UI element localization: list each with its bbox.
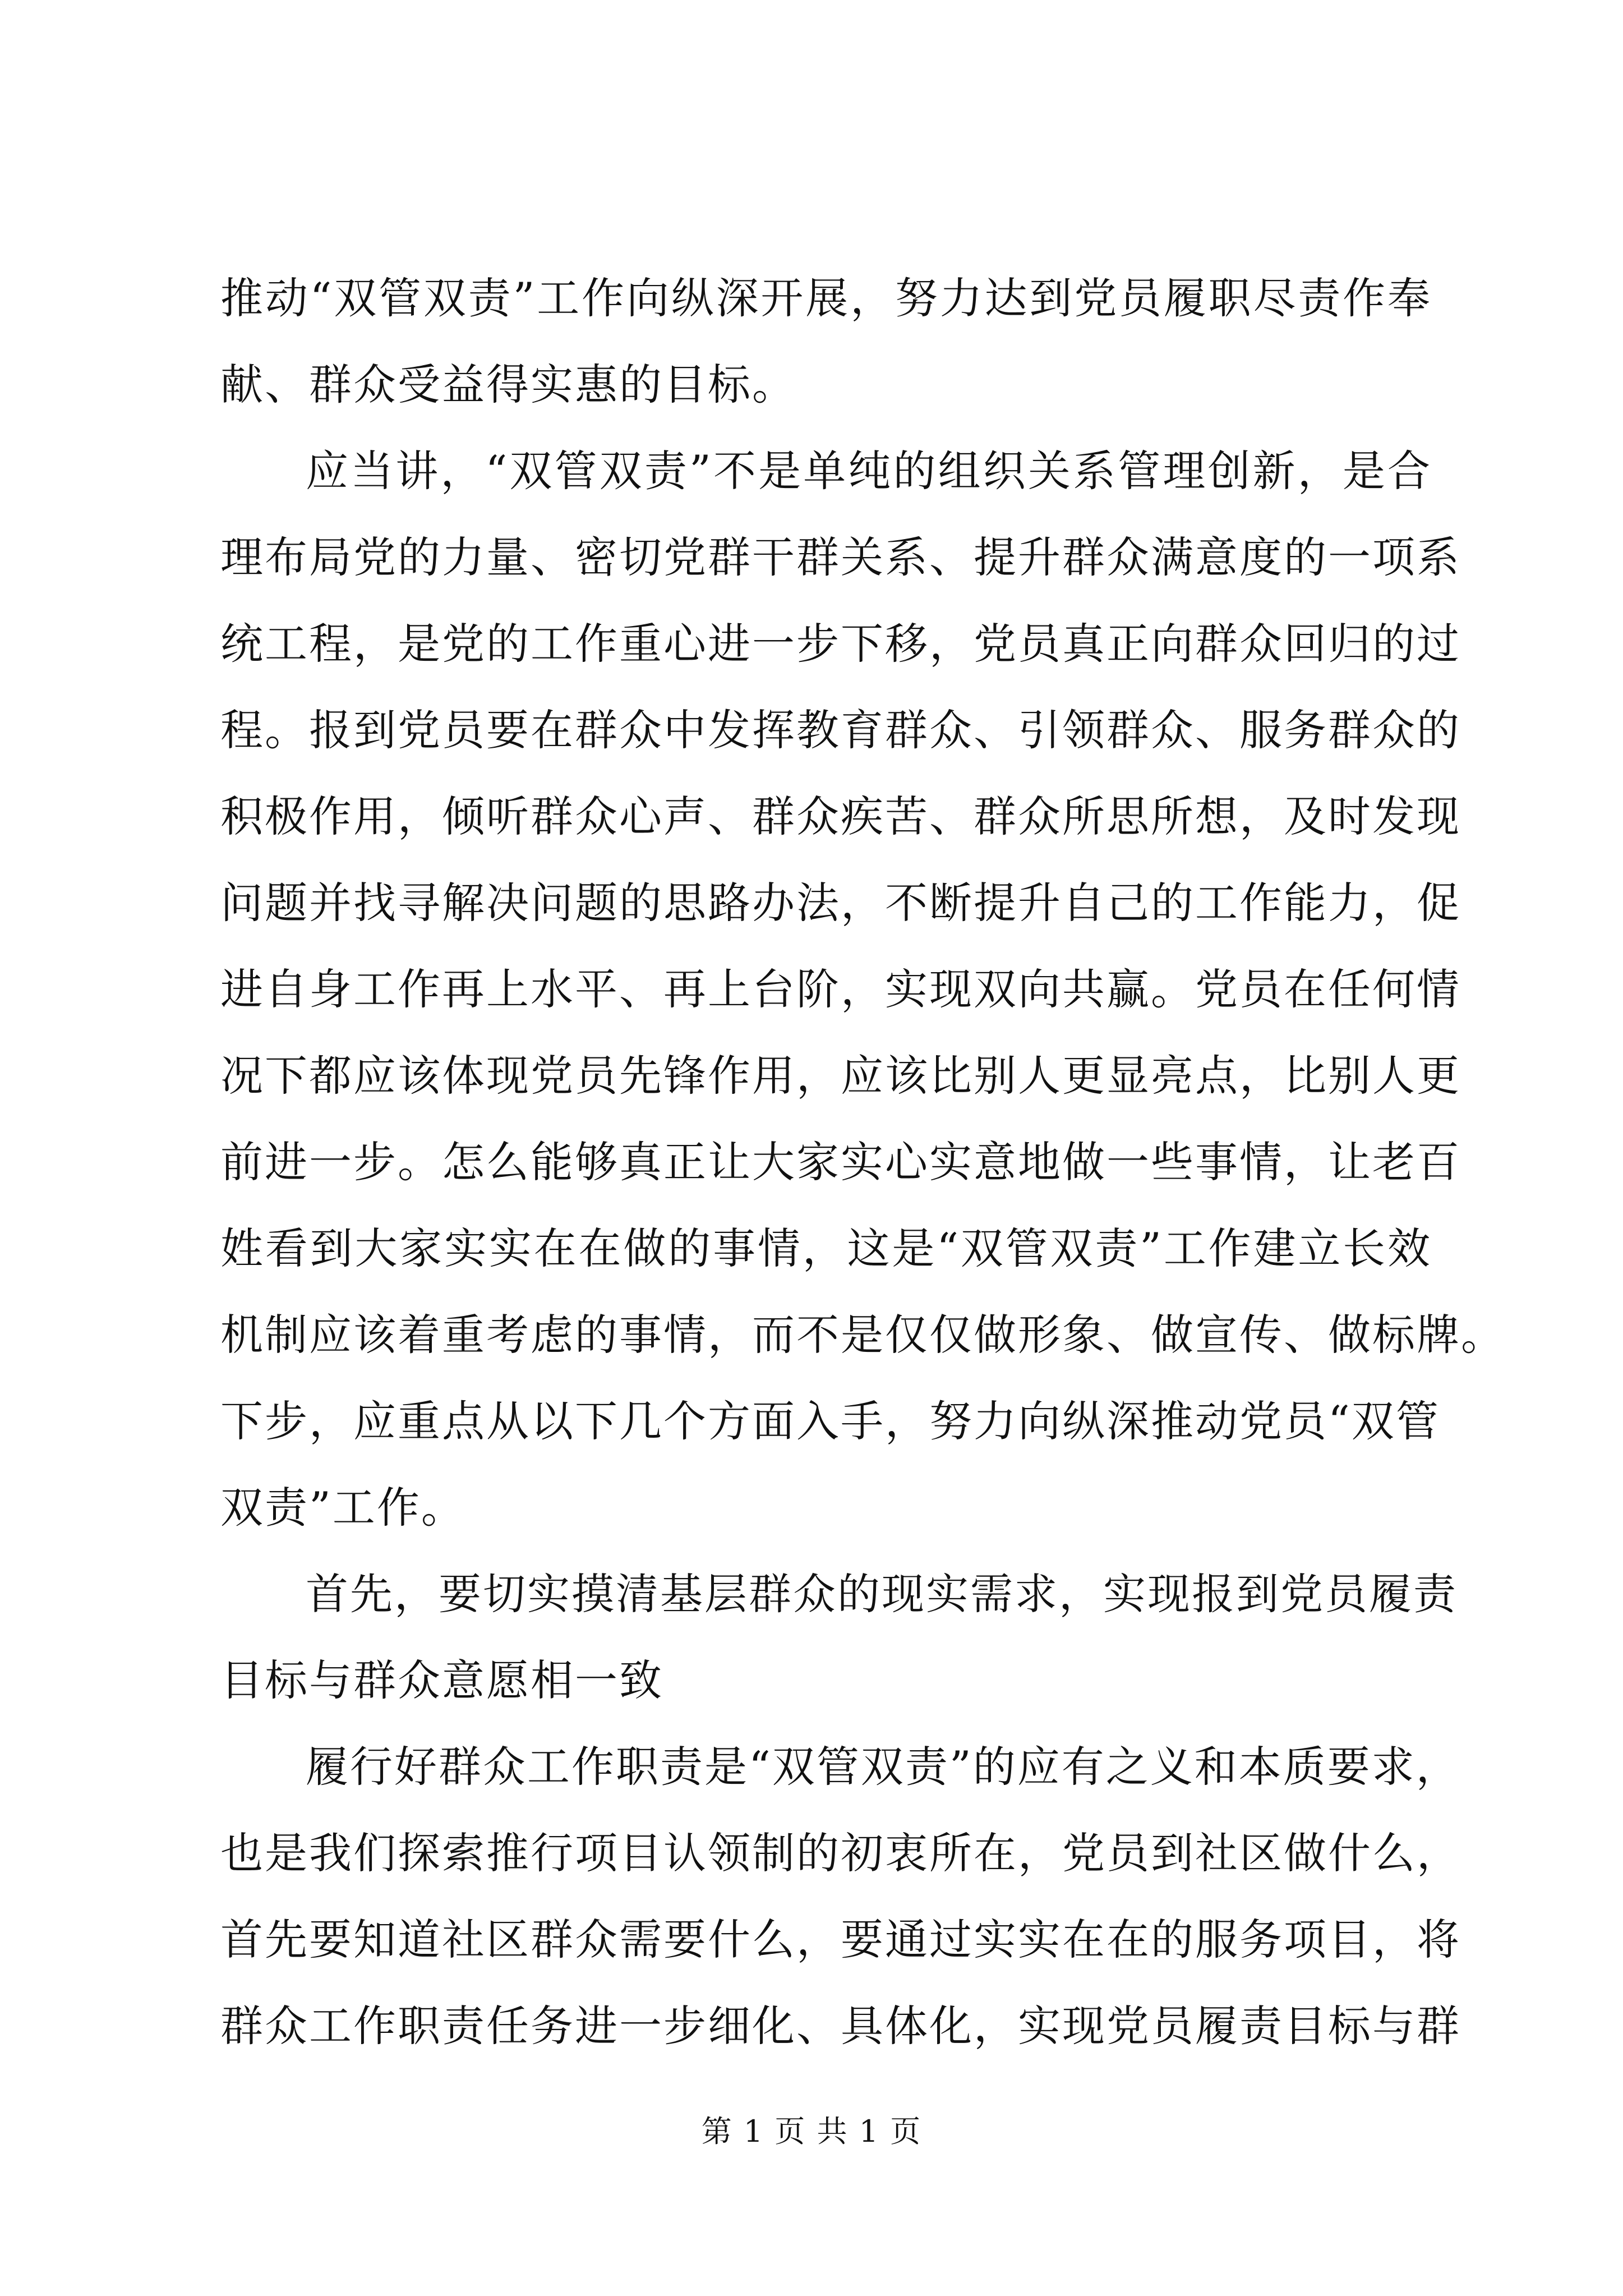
text-line: 首先要知道社区群众需要什么，要通过实实在在的服务项目，将 [220,1915,1461,1964]
text-line: 双责”工作。 [220,1483,465,1533]
text-line: 推动“双管双责”工作向纵深开展，努力达到党员履职尽责作奉 [220,273,1432,323]
text-line: 积极作用，倾听群众心声、群众疾苦、群众所思所想，及时发现 [220,792,1461,841]
document-body [220,255,1505,2069]
text-line: 统工程，是党的工作重心进一步下移，党员真正向群众回归的过 [220,619,1461,669]
text-line: 理布局党的力量、密切党群干群关系、提升群众满意度的一项系 [220,532,1461,582]
text-line: 应当讲，“双管双责”不是单纯的组织关系管理创新，是合 [306,446,1432,496]
text-line: 姓看到大家实实在在做的事情，这是“双管双责”工作建立长效 [220,1223,1432,1273]
text-line: 首先，要切实摸清基层群众的现实需求，实现报到党员履责 [306,1569,1458,1619]
text-line: 履行好群众工作职责是“双管双责”的应有之义和本质要求， [306,1742,1460,1792]
text-line: 前进一步。怎么能够真正让大家实心实意地做一些事情，让老百 [220,1137,1461,1187]
text-line: 况下都应该体现党员先锋作用，应该比别人更显亮点，比别人更 [220,1051,1461,1101]
text-line: 下步，应重点从以下几个方面入手，努力向纵深推动党员“双管 [220,1396,1440,1446]
text-line: 问题并找寻解决问题的思路办法，不断提升自己的工作能力，促 [220,878,1461,928]
text-line: 群众工作职责任务进一步细化、具体化，实现党员履责目标与群 [220,2001,1461,2051]
text-line: 程。报到党员要在群众中发挥教育群众、引领群众、服务群众的 [220,705,1461,755]
page-footer: 第 1 页 共 1 页 [701,2114,922,2149]
text-line: 进自身工作再上水平、再上台阶，实现双向共赢。党员在任何情 [220,964,1461,1014]
text-line: 机制应该着重考虑的事情，而不是仅仅做形象、做宣传、做标牌。 [220,1310,1505,1360]
text-line: 献、群众受益得实惠的目标。 [220,360,796,409]
text-line: 也是我们探索推行项目认领制的初衷所在，党员到社区做什么， [220,1828,1461,1878]
text-line: 目标与群众意愿相一致 [220,1655,663,1705]
